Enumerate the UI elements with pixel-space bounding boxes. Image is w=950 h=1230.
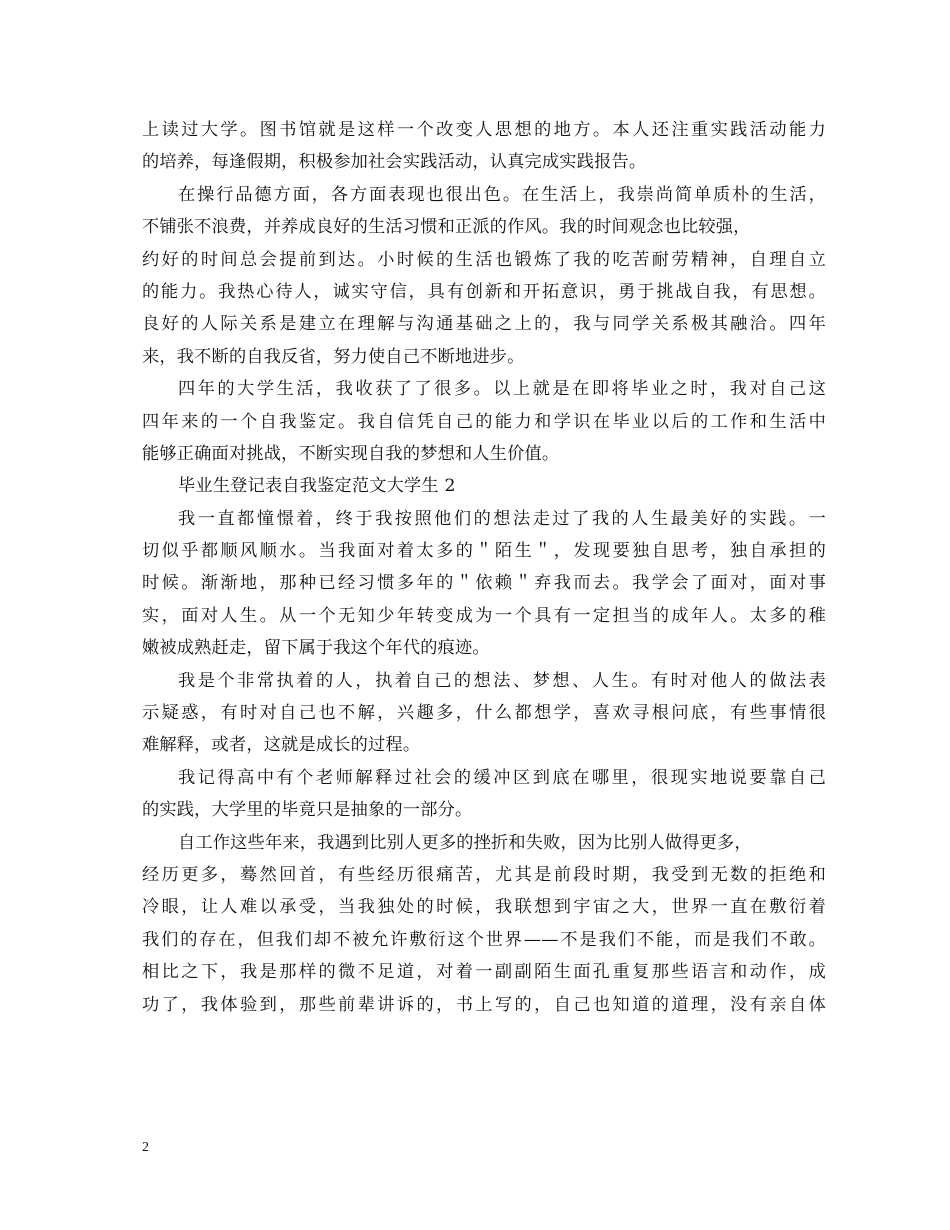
- text-line: 良好的人际关系是建立在理解与沟通基础之上的，我与同学关系极其融洽。四年: [142, 314, 826, 335]
- text-line: 不铺张不浪费，并养成良好的生活习惯和正派的作风。我的时间观念也比较强，: [142, 217, 751, 238]
- text-line: 示疑惑，有时对自己也不解，兴趣多，什么都想学，喜欢寻根问底，有些事情很: [142, 703, 826, 724]
- text-line: 四年的大学生活，我收获了了很多。以上就是在即将毕业之时，我对自己这: [178, 379, 826, 400]
- text-line: 的培养，每逢假期，积极参加社会实践活动，认真完成实践报告。: [142, 152, 647, 173]
- text-line: 我是个非常执着的人，执着自己的想法、梦想、人生。有时对他人的做法表: [178, 670, 826, 691]
- text-line: 的能力。我热心待人，诚实守信，具有创新和开拓意识，勇于挑战自我，有思想。: [142, 281, 826, 302]
- text-line: 我一直都憧憬着，终于我按照他们的想法走过了我的人生最美好的实践。一: [178, 508, 826, 529]
- body-text: [142, 114, 826, 1021]
- text-line: 时候。渐渐地，那种已经习惯多年的＂依赖＂弃我而去。我学会了面对，面对事: [142, 573, 826, 594]
- text-line: 在操行品德方面，各方面表现也很出色。在生活上，我崇尚简单质朴的生活，: [178, 184, 826, 205]
- text-line: 来，我不断的自我反省，努力使自己不断地进步。: [142, 346, 525, 367]
- text-line: 嫩被成熟赶走，留下属于我这个年代的痕迹。: [142, 638, 490, 659]
- text-line: 四年来的一个自我鉴定。我自信凭自己的能力和学识在毕业以后的工作和生活中: [142, 411, 826, 432]
- text-line: 我记得高中有个老师解释过社会的缓冲区到底在哪里，很现实地说要靠自己: [178, 767, 826, 788]
- text-line: 自工作这些年来，我遇到比别人更多的挫折和失败，因为比别人做得更多，: [178, 832, 752, 853]
- page-number: 2: [142, 1140, 149, 1155]
- text-line: 毕业生登记表自我鉴定范文大学生 2: [178, 476, 456, 497]
- text-line: 难解释，或者，这就是成长的过程。: [142, 735, 421, 756]
- text-line: 的实践，大学里的毕竟只是抽象的一部分。: [142, 800, 473, 821]
- text-line: 相比之下，我是那样的微不足道，对着一副副陌生面孔重复那些语言和动作，成: [142, 962, 826, 983]
- text-line: 实，面对人生。从一个无知少年转变成为一个具有一定担当的成年人。太多的稚: [142, 605, 826, 626]
- text-line: 经历更多，蓦然回首，有些经历很痛苦，尤其是前段时期，我受到无数的拒绝和: [142, 864, 826, 885]
- text-line: 冷眼，让人难以承受，当我独处的时候，我联想到宇宙之大，世界一直在敷衍着: [142, 897, 826, 918]
- text-line: 约好的时间总会提前到达。小时候的生活也锻炼了我的吃苦耐劳精神，自理自立: [142, 249, 826, 270]
- text-line: 切似乎都顺风顺水。当我面对着太多的＂陌生＂，发现要独自思考，独自承担的: [142, 541, 826, 562]
- text-line: 我们的存在，但我们却不被允许敷衍这个世界——不是我们不能，而是我们不敢。: [142, 929, 826, 950]
- text-line: 上读过大学。图书馆就是这样一个改变人思想的地方。本人还注重实践活动能力: [142, 120, 826, 140]
- text-line: 能够正确面对挑战，不断实现自我的梦想和人生价值。: [142, 443, 560, 464]
- text-line: 功了，我体验到，那些前辈讲诉的，书上写的，自己也知道的道理，没有亲自体: [142, 994, 826, 1015]
